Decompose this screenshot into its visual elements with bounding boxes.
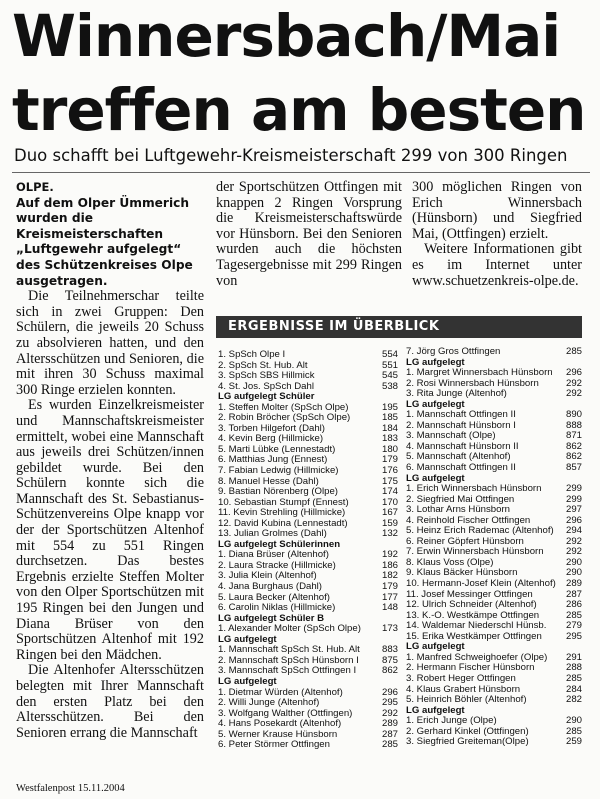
result-score: 299 [565, 483, 582, 495]
result-row [218, 361, 398, 372]
result-score: 284 [565, 683, 582, 695]
article-lead [16, 180, 204, 289]
result-score: 292 [565, 377, 582, 389]
result-name: 12. David Kubina (Lennestadt) [218, 518, 348, 529]
result-score: 279 [565, 620, 582, 632]
result-row [218, 455, 398, 466]
result-score: 167 [381, 507, 398, 519]
results-heading: LG aufgelegt [406, 472, 465, 484]
result-row [406, 495, 582, 506]
result-name: 2. Hermann Fischer Hünsborn [406, 663, 535, 674]
result-name: 5. Marti Lübke (Lennestadt) [218, 444, 336, 455]
results-heading: LG aufgelegt [406, 356, 465, 368]
result-row [218, 487, 398, 498]
result-name: 8. Manuel Hesse (Dahl) [218, 476, 319, 487]
result-name: 10. Hermann-Josef Klein (Altenhof) [406, 579, 556, 590]
result-score: 295 [381, 697, 398, 709]
result-score: 175 [381, 475, 398, 487]
result-row [218, 571, 398, 582]
result-score: 545 [381, 370, 398, 382]
result-row [218, 371, 398, 382]
result-row [406, 410, 582, 421]
result-name: 5. Heinrich Böhler (Altenhof) [406, 695, 527, 706]
result-name: 2. SpSch St. Hub. Alt [218, 360, 308, 371]
result-score: 179 [381, 581, 398, 593]
result-row [406, 674, 582, 685]
result-row [406, 347, 582, 358]
result-score: 286 [565, 599, 582, 611]
subheadline: Duo schafft bei Luftgewehr-Kreismeisterschaft 299 von 300 Ringen [14, 146, 568, 165]
result-row [218, 698, 398, 709]
result-name: 1. Manfred Schweighoefer (Olpe) [406, 652, 548, 663]
paragraph: Die Altenhofer Altersschützen belegten mit Ihrer Mannschaft den ersten Platz bei den Altersschützen. Bei den Senioren errang die Mannschaft [16, 662, 204, 741]
result-name: 10. Sebastian Stumpf (Ennest) [218, 497, 349, 508]
result-score: 862 [381, 665, 398, 677]
result-score: 174 [381, 486, 398, 498]
result-name: 1. Erich Junge (Olpe) [406, 716, 497, 727]
result-row [218, 645, 398, 656]
result-name: 4. Hans Posekardt (Altenhof) [218, 719, 342, 730]
result-score: 177 [381, 591, 398, 603]
result-row [218, 688, 398, 699]
result-name: 15. Erika Westkämper Ottfingen [406, 631, 542, 642]
result-name: 9. Bastian Nörenberg (Olpe) [218, 487, 338, 498]
result-score: 186 [381, 559, 398, 571]
result-name: 3. Siegfried Greiteman(Olpe) [406, 737, 529, 748]
result-row [218, 403, 398, 414]
dateline: OLPE. [16, 180, 54, 194]
result-score: 297 [565, 504, 582, 516]
result-name: 3. Robert Heger Ottfingen [406, 673, 516, 684]
results-heading: LG aufgelegt Schüler [218, 391, 315, 403]
result-score: 296 [565, 514, 582, 526]
result-score: 292 [565, 535, 582, 547]
result-score: 285 [565, 346, 582, 357]
article-column-3 [412, 180, 582, 289]
result-name: 5. Werner Krause Hünsborn [218, 729, 338, 740]
result-row [406, 737, 582, 748]
result-score: 182 [381, 570, 398, 582]
result-row [406, 590, 582, 601]
result-name: 3. Rita Junge (Altenhof) [406, 389, 507, 400]
result-score: 295 [565, 630, 582, 642]
result-row [406, 568, 582, 579]
result-row [406, 727, 582, 738]
result-score: 292 [381, 707, 398, 719]
result-score: 890 [565, 409, 582, 421]
result-score: 551 [381, 359, 398, 371]
result-score: 285 [565, 609, 582, 621]
results-left-column [218, 350, 398, 751]
source-footer: Westfalenpost 15.11.2004 [16, 783, 125, 794]
result-score: 179 [381, 454, 398, 466]
result-name: 4. Jana Burghaus (Dahl) [218, 582, 322, 593]
results-heading: LG aufgelegt [218, 675, 277, 687]
result-name: 9. Klaus Bäcker Hünsborn [406, 568, 518, 579]
result-row [218, 730, 398, 741]
result-score: 185 [381, 412, 398, 424]
result-name: 4. Mannschaft Hünsborn II [406, 441, 519, 452]
result-score: 292 [565, 546, 582, 558]
result-name: 1. Margret Winnersbach Hünsborn [406, 368, 553, 379]
result-name: 2. Mannschaft SpSch Hünsborn I [218, 655, 359, 666]
result-name: 2. Gerhard Kinkel (Ottfingen) [406, 726, 529, 737]
result-row [218, 709, 398, 720]
lead-text: Auf dem Olper Ümmerich wurden die Kreismeisterschaften „Luftgewehr aufgelegt“ des Schützenkreises Olpe ausgetragen. [16, 195, 193, 288]
result-score: 287 [565, 588, 582, 600]
results-heading: LG aufgelegt [406, 641, 465, 653]
result-score: 296 [565, 367, 582, 379]
result-score: 294 [565, 525, 582, 537]
result-score: 148 [381, 602, 398, 614]
result-name: 1. Mannschaft Ottfingen II [406, 410, 516, 421]
result-score: 259 [565, 736, 582, 748]
result-name: 6. Reiner Göpfert Hünsborn [406, 536, 524, 547]
result-name: 3. Julia Klein (Altenhof) [218, 571, 317, 582]
result-name: 1. SpSch Olpe I [218, 350, 286, 360]
result-row [218, 719, 398, 730]
result-name: 13. Julian Grolmes (Dahl) [218, 529, 327, 540]
result-score: 888 [565, 419, 582, 431]
result-score: 290 [565, 715, 582, 727]
results-right-column [406, 347, 582, 748]
result-row [218, 350, 398, 361]
result-score: 285 [565, 672, 582, 684]
results-heading: LG aufgelegt [218, 633, 277, 645]
result-name: 1. Steffen Molter (SpSch Olpe) [218, 402, 349, 413]
result-score: 285 [565, 725, 582, 737]
result-name: 2. Mannschaft Hünsborn I [406, 420, 516, 431]
result-row [218, 445, 398, 456]
result-row [406, 442, 582, 453]
result-name: 6. Peter Störmer Ottfingen [218, 740, 330, 751]
result-name: 1. Alexander Molter (SpSch Olpe) [218, 624, 361, 635]
result-score: 184 [381, 422, 398, 434]
results-heading: LG aufgelegt Schülerinnen [218, 538, 341, 550]
result-row [218, 740, 398, 751]
result-row [406, 431, 582, 442]
result-row [406, 463, 582, 474]
result-name: 2. Rosi Winnersbach Hünsborn [406, 378, 539, 389]
result-row [406, 547, 582, 558]
result-score: 282 [565, 694, 582, 706]
result-score: 132 [381, 528, 398, 540]
result-score: 883 [381, 644, 398, 656]
result-score: 296 [381, 686, 398, 698]
result-score: 288 [565, 662, 582, 674]
results-heading: LG aufgelegt [406, 704, 465, 716]
result-name: 5. Heinz Erich Rademac (Altenhof) [406, 526, 554, 537]
article-column-2 [216, 180, 402, 289]
result-row [218, 582, 398, 593]
result-name: 1. Dietmar Würden (Altenhof) [218, 687, 343, 698]
result-row [406, 516, 582, 527]
result-name: 11. Josef Messinger Ottfingen [406, 589, 533, 600]
result-name: 1. Erich Winnersbach Hünsborn [406, 484, 542, 495]
result-row [406, 600, 582, 611]
result-score: 875 [381, 654, 398, 666]
result-score: 299 [565, 493, 582, 505]
result-name: 2. Siegfried Mai Ottfingen [406, 494, 515, 505]
result-score: 159 [381, 517, 398, 529]
result-row [218, 477, 398, 488]
result-name: 11. Kevin Strehling (Hillmicke) [218, 508, 346, 519]
result-score: 290 [565, 567, 582, 579]
result-row [406, 579, 582, 590]
result-name: 14. Waldemar Niederschl Hünsb. [406, 621, 547, 632]
result-row [406, 716, 582, 727]
result-score: 287 [381, 728, 398, 740]
result-row [218, 519, 398, 530]
result-score: 291 [565, 651, 582, 663]
result-name: 3. Mannschaft (Olpe) [406, 431, 496, 442]
result-name: 4. Klaus Grabert Hünsborn [406, 684, 521, 695]
result-name: 4. Kevin Berg (Hillmicke) [218, 434, 324, 445]
result-name: 3. Wolfgang Walther (Ottfingen) [218, 708, 353, 719]
result-name: 2. Robin Bröcher (SpSch Olpe) [218, 413, 351, 424]
result-row [406, 505, 582, 516]
result-score: 180 [381, 443, 398, 455]
paragraph: Es wurden Einzelkreismeister und Mannschaftskreismeister ermittelt, wobei eine Mannschaft aus jeweils drei Schützen/innen gebildet wurde. Bei den Schülern konnte sich die Mannschaft des St. Sebastianus-Schützenvereins Olpe knapp vor der der Sportschützen Altenhof mit 554 zu 551 Ringen durchsetzen. Das bestes Ergebnis erzielte Steffen Molter von den Olper Sportschützen mit 195 Ringen bei den Jungen und Diana Brüser von den Sportschützen Altenhof mit 192 Ringen bei den Mädchen. [16, 397, 204, 663]
result-row [406, 663, 582, 674]
result-row [218, 498, 398, 509]
result-name: 1. Diana Brüser (Altenhof) [218, 550, 329, 561]
result-score: 292 [565, 388, 582, 400]
result-row [218, 508, 398, 519]
result-name: 5. Mannschaft (Altenhof) [406, 452, 511, 463]
result-name: 13. K.-O. Westkämpe Ottfingen [406, 610, 540, 621]
result-row [406, 653, 582, 664]
result-name: 6. Matthias Jung (Ennest) [218, 455, 328, 466]
result-row [218, 413, 398, 424]
result-row [406, 484, 582, 495]
result-row [218, 434, 398, 445]
result-name: 3. Torben Hilgefort (Dahl) [218, 423, 326, 434]
result-name: 2. Laura Stracke (Hillmicke) [218, 560, 336, 571]
result-score: 871 [565, 430, 582, 442]
result-row [218, 424, 398, 435]
result-name: 12. Ulrich Schneider (Altenhof) [406, 600, 537, 611]
result-score: 289 [565, 578, 582, 590]
result-row [218, 656, 398, 667]
article-column-1 [16, 180, 204, 741]
result-name: 6. Carolin Niklas (Hillmicke) [218, 603, 336, 614]
result-name: 4. St. Jos. SpSch Dahl [218, 381, 314, 392]
result-score: 289 [381, 718, 398, 730]
result-row [406, 368, 582, 379]
result-row [406, 452, 582, 463]
result-name: 1. Mannschaft SpSch St. Hub. Alt [218, 645, 360, 656]
result-score: 195 [381, 401, 398, 413]
result-row [218, 593, 398, 604]
headline-line-1: Winnersbach/Mai [12, 2, 561, 70]
result-name: 5. Laura Becker (Altenhof) [218, 592, 330, 603]
result-name: 7. Jörg Gros Ottfingen [406, 347, 501, 357]
paragraph: 300 möglichen Ringen von Erich Winnersbach (Hünsborn) und Siegfried Mai, (Ottfingen) erzielt. [412, 179, 582, 242]
result-name: 4. Reinhold Fischer Ottfingen [406, 515, 531, 526]
result-name: 3. Lothar Arns Hünsborn [406, 505, 510, 516]
result-name: 7. Fabian Ledwig (Hillmicke) [218, 466, 339, 477]
result-score: 183 [381, 433, 398, 445]
result-row [218, 466, 398, 477]
paragraph: Die Teilnehmerschar teilte sich in zwei Gruppen: Den Schülern, die jeweils 20 Schuss zu absolvieren hatten, und den Altersschützen und Senioren, die mit ihren 30 Schuss maximal 300 Ringe erzielen konnten. [16, 288, 204, 398]
result-score: 176 [381, 465, 398, 477]
result-score: 170 [381, 496, 398, 508]
result-row [218, 550, 398, 561]
result-name: 8. Klaus Voss (Olpe) [406, 557, 494, 568]
result-row [406, 379, 582, 390]
result-row [406, 685, 582, 696]
results-heading: LG aufgelegt [406, 398, 465, 410]
result-score: 862 [565, 451, 582, 463]
result-row [406, 611, 582, 622]
result-name: 2. Willi Junge (Altenhof) [218, 698, 320, 709]
result-name: 3. SpSch SBS Hillmick [218, 371, 315, 382]
result-name: 3. Mannschaft SpSch Ottfingen I [218, 666, 357, 677]
paragraph: Weitere Informationen gibt es im Internet unter www.schuetzenkreis-olpe.de. [412, 241, 582, 289]
paragraph: der Sportschützen Ottfingen mit knappen 2 Ringen Vorsprung die Kreismeisterschaftswürde vor Hünsborn. Bei den Senioren wurden auch die höchsten Tagesergebnisse mit 299 Ringen von [216, 179, 402, 289]
result-row [406, 421, 582, 432]
result-row [406, 695, 582, 706]
headline-line-2: treffen am besten [12, 76, 586, 144]
result-score: 538 [381, 380, 398, 392]
divider [12, 172, 590, 173]
result-name: 7. Erwin Winnersbach Hünsborn [406, 547, 544, 558]
results-heading: LG aufgelegt Schüler B [218, 612, 325, 624]
result-score: 192 [381, 549, 398, 561]
result-name: 6. Mannschaft Ottfingen II [406, 463, 516, 474]
result-score: 554 [381, 349, 398, 360]
result-score: 173 [381, 623, 398, 635]
result-row [218, 561, 398, 572]
results-banner: ERGEBNISSE IM ÜBERBLICK [216, 316, 582, 338]
result-row [406, 537, 582, 548]
result-score: 285 [381, 739, 398, 751]
result-row [406, 558, 582, 569]
result-score: 862 [565, 440, 582, 452]
result-score: 290 [565, 556, 582, 568]
result-score: 857 [565, 462, 582, 474]
result-row [406, 621, 582, 632]
result-row [406, 526, 582, 537]
